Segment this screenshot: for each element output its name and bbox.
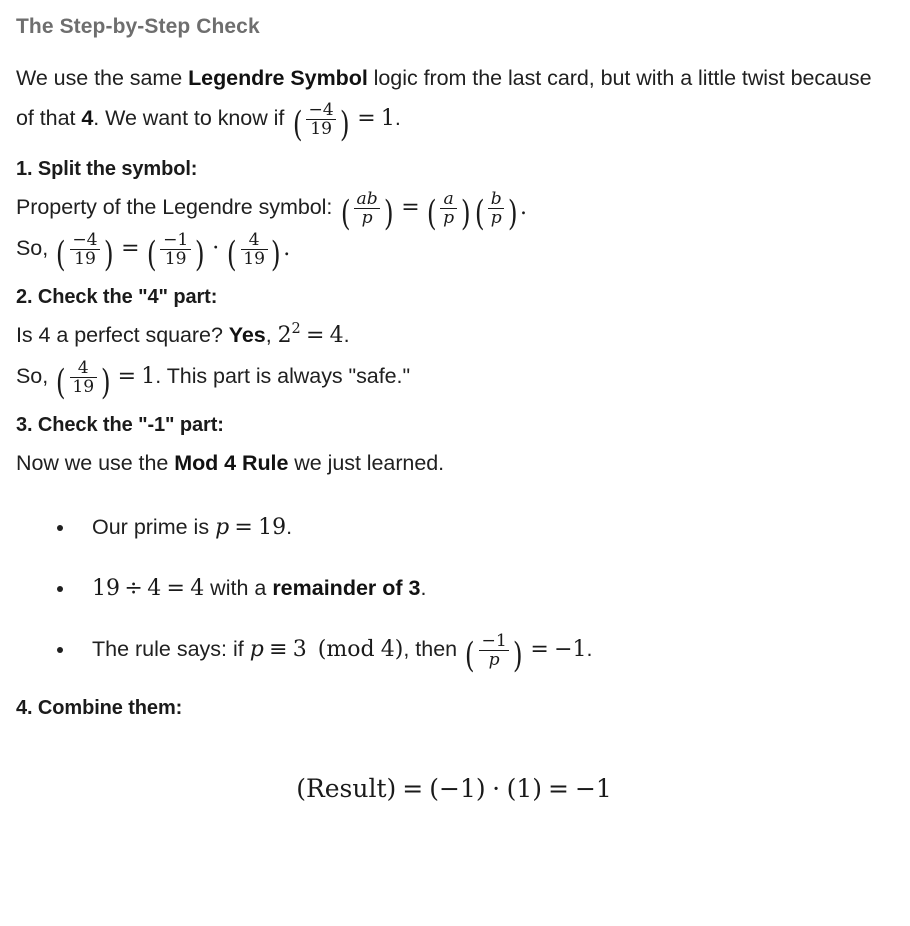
fraction-a-over-p: $\frac{a}{p}$ (440, 190, 456, 227)
bullet-3-pre: The rule says: if (92, 637, 250, 662)
list-item (16, 558, 892, 619)
residue-3: 3 (292, 637, 307, 663)
bullet-2-mid: with a (204, 576, 273, 601)
operator-divide: ÷ (124, 576, 143, 602)
relation-equals: = (357, 106, 376, 132)
divisor-4: 4 (147, 576, 162, 602)
base-two: 2 (277, 323, 292, 349)
step-1-line-1-label: Property of the Legendre symbol: (16, 195, 339, 220)
relation-equals: = (234, 515, 253, 541)
square-of-two-expression (278, 323, 344, 348)
bullet-2-post: . (420, 576, 427, 601)
value-one: 1 (141, 364, 156, 390)
fraction-minus1-over-p: $\frac{-1}{p}$ (479, 632, 510, 669)
step-1-line-1 (16, 187, 892, 234)
variable-p: p (249, 637, 264, 663)
fraction-minus4-over-19: $\frac{-4}{19}$ (306, 101, 337, 138)
relation-equals-2: = (548, 774, 569, 804)
mod-keyword: mod (326, 637, 375, 663)
relation-equals: = (117, 364, 137, 390)
bullet-1-pre: Our prime is (92, 515, 216, 540)
result-equation (296, 774, 612, 803)
intro-text-3: . We want to know if (93, 106, 291, 131)
step-3-bullet-list (16, 497, 892, 680)
bullet-2-bold-remainder: remainder of 3 (272, 576, 421, 601)
fraction-b-over-p: $\frac{b}{p}$ (488, 190, 504, 227)
fraction-ab-over-p: $\frac{ab}{p}$ (354, 190, 381, 227)
step-2-line-1-end: . (343, 323, 350, 348)
step-2-bold-yes: Yes (228, 323, 266, 348)
mod-paren-open: ( (317, 637, 327, 663)
prime-value-expression (215, 515, 286, 540)
final-result-value: −1 (574, 774, 612, 804)
value-one: 1 (380, 106, 395, 132)
fraction-4-over-19: $\frac{4}{19}$ (70, 359, 97, 396)
relation-equals: = (121, 236, 140, 262)
step-2-comma: , (265, 323, 278, 348)
bullet-1-post: . (286, 515, 293, 540)
intro-text-2: logic from the last card, but with a little twist because of that (16, 66, 872, 131)
division-expression (92, 576, 204, 601)
legendre-split-expression: ( $\frac{-4}{19}$ ) = ( $\frac{-1}{19}$ ) · ( $\frac{4}{19}$ ) . (56, 229, 291, 275)
value-minus-one: −1 (554, 637, 587, 663)
intro-legendre-expression: ( $\frac{-4}{19}$ ) = 1 (292, 99, 395, 145)
term-one: (1) (506, 774, 542, 804)
quotient-4: 4 (190, 576, 205, 602)
result-equation-block (16, 774, 892, 803)
period: . (519, 195, 527, 221)
bullet-3-mid: , then (403, 637, 464, 662)
step-3-heading: 3. Check the "-1" part: (16, 414, 224, 437)
step-2-line-1 (16, 315, 892, 356)
operator-dot: · (212, 236, 220, 262)
step-1-line-2 (16, 228, 892, 275)
value-four: 4 (329, 323, 344, 349)
exponent-two: 2 (291, 321, 301, 338)
legendre-minus1-over-p-expression: ( $\frac{-1}{p}$ ) = −1 (465, 630, 587, 676)
bullet-3-post: . (586, 637, 593, 662)
step-1-line-2-label: So, (16, 236, 55, 261)
legendre-4-over-19-expression: ( $\frac{4}{19}$ ) = 1 (56, 357, 156, 403)
relation-equals: = (530, 637, 549, 663)
mod-paren-close: ) (394, 637, 404, 663)
intro-bold-four: 4 (81, 106, 94, 131)
term-minus-one: (−1) (429, 774, 486, 804)
list-item (16, 497, 892, 558)
value-19: 19 (258, 515, 287, 541)
step-3-intro (16, 443, 892, 483)
step-4-heading: 4. Combine them: (16, 697, 183, 720)
dividend-19: 19 (92, 576, 120, 602)
step-2-line-2-label: So, (16, 364, 55, 389)
step-1-heading: 1. Split the symbol: (16, 158, 198, 181)
step-2-line-2 (16, 356, 892, 403)
result-label: (Result) (296, 774, 397, 804)
relation-congruent: ≡ (269, 637, 288, 663)
list-item (16, 619, 892, 680)
fraction-4-over-19: $\frac{4}{19}$ (241, 231, 268, 268)
relation-equals: = (166, 576, 185, 602)
intro-text-1: We use the same (16, 66, 189, 91)
step-2-line-2-end: . This part is always "safe." (155, 364, 411, 389)
intro-text-4: . (394, 106, 401, 131)
fraction-minus1-over-19: $\frac{-1}{19}$ (160, 231, 191, 268)
step-3-intro-pre: Now we use the (16, 451, 175, 476)
modulus-4: 4 (380, 637, 395, 663)
relation-equals: = (305, 323, 325, 349)
step-3-intro-post: we just learned. (288, 451, 445, 476)
step-3-bold-mod-4-rule: Mod 4 Rule (174, 451, 289, 476)
intro-paragraph (16, 58, 892, 145)
period: . (283, 236, 291, 262)
step-2-heading: 2. Check the "4" part: (16, 286, 218, 309)
operator-dot: · (492, 774, 501, 804)
variable-p: p (215, 515, 230, 541)
page-title: The Step-by-Step Check (16, 15, 260, 38)
legendre-product-property: ( $\frac{ab}{p}$ ) = ( $\frac{a}{p}$ ) ( $\frac{b}{p}$ ) . (340, 188, 527, 234)
relation-equals-1: = (402, 774, 424, 804)
intro-bold-legendre-symbol: Legendre Symbol (188, 66, 368, 91)
fraction-minus4-over-19: $\frac{-4}{19}$ (70, 231, 101, 268)
congruence-expression (250, 637, 404, 662)
relation-equals: = (401, 195, 420, 221)
step-2-question: Is 4 a perfect square? (16, 323, 229, 348)
